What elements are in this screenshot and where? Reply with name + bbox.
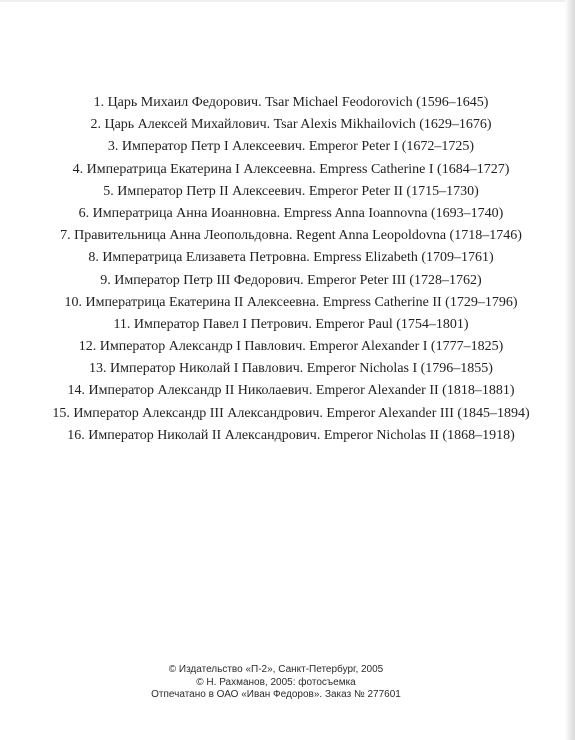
contents-item: 16. Император Николай II Александрович. Emperor Nicholas II (1868–1918) — [67, 427, 515, 443]
contents-item: 12. Император Александр I Павлович. Emperor Alexander I (1777–1825) — [78, 339, 504, 355]
imprint-publisher: © Издательство «П-2», Санкт-Петербург, 2005 — [168, 664, 384, 675]
imprint-printer: Отпечатано в ОАО «Иван Федоров». Заказ № 277601 — [151, 689, 401, 700]
contents-item: 3. Император Петр I Алексеевич. Emperor Peter I (1672–1725) — [107, 139, 475, 155]
contents-item: 13. Император Николай I Павлович. Emperor Nicholas I (1796–1855) — [89, 361, 493, 377]
contents-item: 8. Императрица Елизавета Петровна. Empress Elizabeth (1709–1761) — [88, 250, 494, 266]
contents-item: 10. Императрица Екатерина II Алексеевна. Empress Catherine II (1729–1796) — [64, 294, 518, 310]
contents-item: 14. Император Александр II Николаевич. Emperor Alexander II (1818–1881) — [67, 383, 515, 399]
contents-item: 2. Царь Алексей Михайлович. Tsar Alexis Mikhailovich (1629–1676) — [90, 117, 492, 133]
contents-item: 1. Царь Михаил Федорович. Tsar Michael Feodorovich (1596–1645) — [93, 95, 489, 110]
contents-item: 4. Императрица Екатерина I Алексеевна. Empress Catherine I (1684–1727) — [72, 161, 510, 177]
contents-item: 15. Император Александр III Александрович. Emperor Alexander III (1845–1894) — [52, 405, 530, 421]
contents-item: 11. Император Павел I Петрович. Emperor Paul (1754–1801) — [113, 316, 469, 332]
contents-item: 7. Правительница Анна Леопольдовна. Regent Anna Leopoldovna (1718–1746) — [60, 228, 522, 244]
contents-item: 6. Императрица Анна Иоанновна. Empress Anna Ioannovna (1693–1740) — [78, 205, 504, 221]
contents-list — [0, 92, 575, 447]
imprint — [0, 664, 552, 702]
contents-item: 5. Император Петр II Алексеевич. Emperor Peter II (1715–1730) — [103, 183, 479, 199]
page-top-edge — [0, 0, 575, 2]
contents-item: 9. Император Петр III Федорович. Emperor Peter III (1728–1762) — [100, 272, 482, 288]
imprint-photo-credit: © Н. Рахманов, 2005: фотосъемка — [196, 676, 356, 688]
